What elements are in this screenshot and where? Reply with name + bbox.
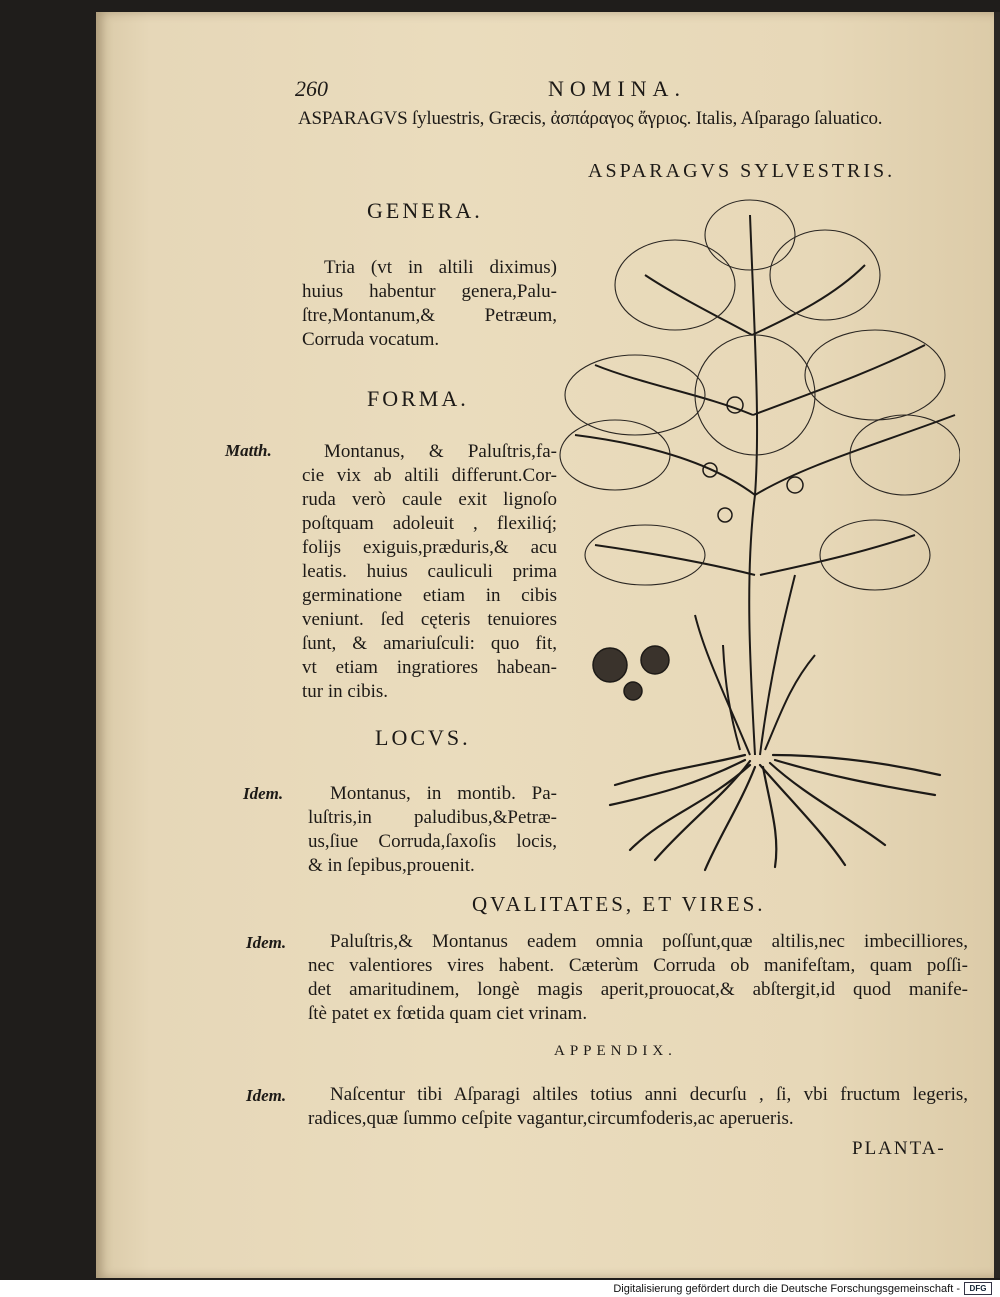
genera-line: huius habentur genera,Palu- [302,281,557,302]
forma-line: ſunt, & amariuſculi: quo fit, [302,633,557,654]
margin-note-qualitates: Idem. [246,933,287,952]
margin-note-locus: Idem. [243,784,284,803]
locus-line: us,ſiue Corruda,ſaxoſis locis, [308,831,557,852]
qualitates-line: det amaritudinem, longè magis aperit,prouocat,& abſtergit,id quod manife- [308,979,968,1000]
heading-forma: FORMA. [367,386,469,411]
locus-paragraph [308,782,557,878]
forma-line: Montanus, & Paluſtris,fa- [324,441,557,462]
qualitates-line: Paluſtris,& Montanus eadem omnia poſſunt,quæ altilis,nec imbecilliores, [330,931,968,952]
asparagus-plant-illustration [555,195,960,875]
forma-line: cie vix ab altili differunt.Cor- [302,465,557,486]
heading-qualitates: QVALITATES, ET VIRES. [472,892,766,916]
plant-roots [610,755,940,870]
heading-genera: GENERA. [367,198,483,223]
figure-caption: ASPARAGVS SYLVESTRIS. [588,160,896,182]
genera-line: ſtre,Montanum,& Petræum, [302,305,557,326]
forma-line: tur in cibis. [302,681,389,702]
forma-line: veniunt. ſed cęteris tenuiores [302,609,557,630]
margin-note-forma: Matth. [225,441,272,460]
appendix-line: radices,quæ ſummo ceſpite vagantur,circumfoderis,ac aperueris. [308,1108,794,1129]
genera-paragraph [302,256,557,352]
genera-line: Corruda vocatum. [302,329,440,350]
genera-line: Tria (vt in altili diximus) [324,257,557,278]
qualitates-line: nec valentiores vires habent. Cæterùm Corruda ob manifeſtam, quam poſſi- [308,955,968,976]
appendix-line: Naſcentur tibi Aſparagi altiles totius anni decurſu , ſi, vbi fructum legeris, [330,1084,968,1105]
qualitates-line: ſtè patet ex fœtida quam ciet vrinam. [308,1003,588,1024]
forma-paragraph [302,440,557,704]
forma-line: leatis. huius cauliculi prima [302,561,557,582]
catchword: PLANTA- [852,1138,946,1159]
locus-line: & in ſepibus,prouenit. [308,855,475,876]
heading-locus: LOCVS. [375,725,471,750]
forma-line: ruda verò caule exit lignoſo [302,489,557,510]
appendix-paragraph [308,1083,968,1131]
locus-line: Montanus, in montib. Pa- [330,783,557,804]
plant-berries [703,397,803,522]
page-edge [994,12,1000,1278]
forma-line: folijs exiguis,præduris,& acu [302,537,557,558]
running-head: NOMINA. [548,76,686,101]
plant-foliage [560,200,960,590]
loose-berries [593,646,669,700]
heading-appendix: APPENDIX. [554,1043,677,1059]
forma-line: vt etiam ingratiores habean- [302,657,557,678]
margin-note-appendix: Idem. [246,1086,287,1105]
dfg-logo-icon: DFG [964,1282,992,1295]
forma-line: poſtquam adoleuit , flexiliq́; [302,513,557,534]
locus-line: luſtris,in paludibus,&Petræ- [308,807,557,828]
qualitates-paragraph [308,930,968,1026]
footer-text: Digitalisierung gefördert durch die Deutsche Forschungsgemeinschaft - [613,1282,960,1295]
forma-line: germinatione etiam in cibis [302,585,557,606]
page-number: 260 [295,76,328,101]
names-line: ASPARAGVS ſyluestris, Græcis, ἀσπάραγος ἄγριος. Italis, Aſparago ſaluatico. [298,108,883,129]
digitization-footer [613,1282,992,1295]
plant-stems [575,215,955,755]
